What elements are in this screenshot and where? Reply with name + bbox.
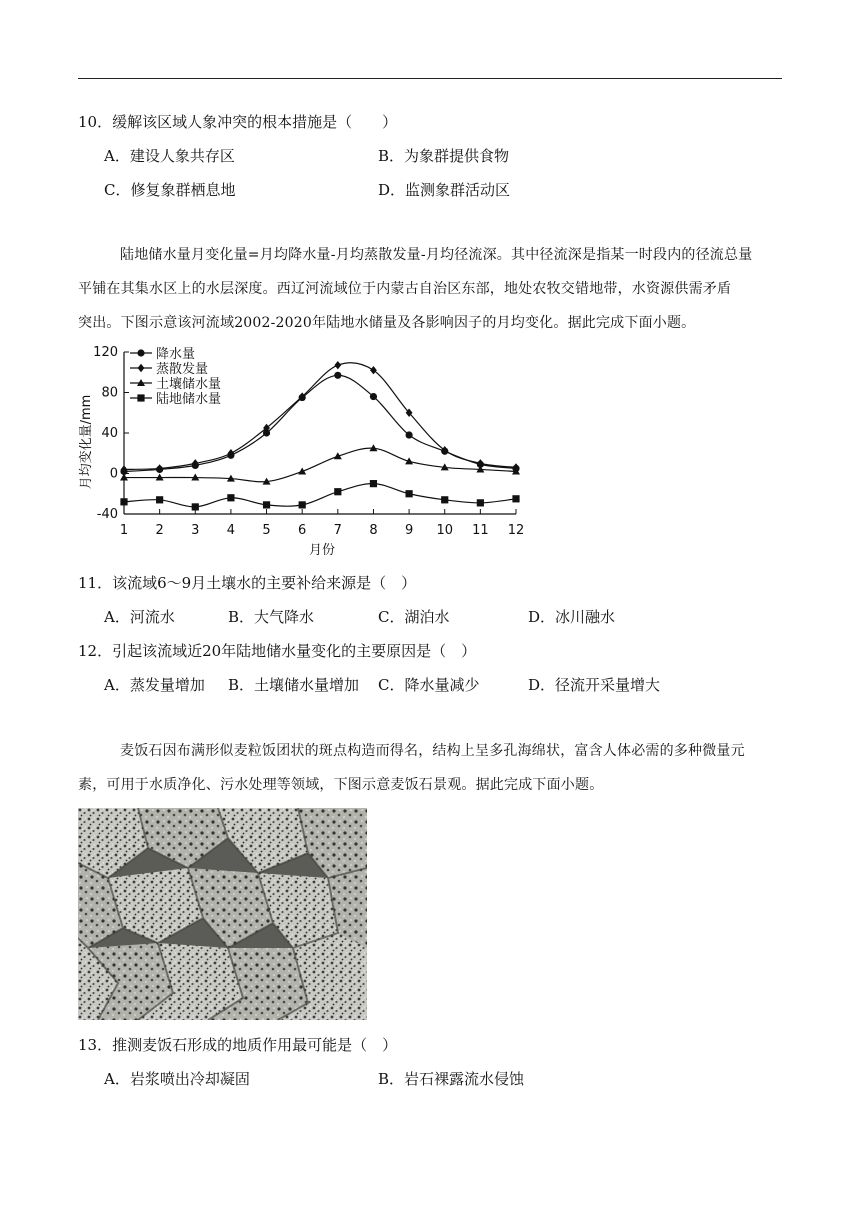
question-13-option-b[interactable]: B．岩石裸露流水侵蚀	[378, 1070, 525, 1088]
header-rule	[78, 78, 782, 79]
data-point	[477, 499, 484, 506]
data-point	[192, 503, 199, 510]
passage-line: 麦饭石因布满形似麦粒饭团状的斑点构造而得名，结构上呈多孔海绵状，富含人体必需的多种微量元	[120, 743, 745, 759]
question-10-option-b[interactable]: B．为象群提供食物	[378, 147, 510, 165]
question-10-option-c[interactable]: C．修复象群栖息地	[104, 181, 236, 199]
y-tick-label: 40	[101, 426, 118, 441]
passage-line: 陆地储水量月变化量=月均降水量-月均蒸散发量-月均径流深。其中径流深是指某一时段内的径流总量	[120, 247, 753, 263]
question-11-option-d[interactable]: D．冰川融水	[528, 608, 616, 626]
series-3	[120, 444, 520, 484]
legend-label: 陆地储水量	[156, 392, 222, 407]
data-point	[405, 431, 412, 438]
question-10-option-a[interactable]: A．建设人象共存区	[104, 147, 235, 165]
question-11-stem: 11．该流域6～9月土壤水的主要补给来源是（ ）	[78, 574, 417, 592]
x-tick-label: 9	[404, 523, 414, 538]
x-tick-label: 4	[226, 523, 236, 538]
legend-label: 降水量	[156, 347, 196, 362]
data-point	[441, 496, 448, 503]
legend-marker	[137, 394, 144, 401]
y-tick-label: -40	[96, 507, 118, 522]
series-4	[120, 480, 519, 510]
x-tick-label: 8	[369, 523, 378, 538]
x-tick-label: 6	[298, 523, 307, 538]
question-12-option-b[interactable]: B．土壤储水量增加	[228, 676, 360, 694]
legend-label: 土壤储水量	[156, 377, 222, 392]
data-point	[370, 366, 377, 374]
question-11-option-c[interactable]: C．湖泊水	[378, 608, 450, 626]
question-12-option-a[interactable]: A．蒸发量增加	[104, 676, 205, 694]
data-point	[334, 372, 341, 379]
x-tick-label: 5	[262, 523, 271, 538]
passage-maifan-stone	[78, 734, 782, 802]
legend-marker	[137, 349, 144, 356]
data-point	[227, 494, 234, 501]
x-tick-label: 3	[191, 523, 200, 538]
question-11-option-a[interactable]: A．河流水	[104, 608, 175, 626]
passage-line: 素，可用于水质净化、污水处理等领域，下图示意麦饭石景观。据此完成下面小题。	[78, 777, 604, 793]
question-11-option-b[interactable]: B．大气降水	[228, 608, 315, 626]
question-10-stem: 10．缓解该区域人象冲突的根本措施是（ ）	[78, 113, 398, 131]
x-axis-label: 月份	[308, 543, 336, 558]
y-tick-label: 120	[93, 345, 118, 360]
legend-marker	[138, 364, 145, 372]
passage-line: 突出。下图示意该河流域2002-2020年陆地水储量及各影响因子的月均变化。据此完成下面小题。	[78, 315, 696, 331]
x-tick-label: 10	[436, 523, 454, 538]
data-point	[334, 361, 341, 369]
legend-label: 蒸散发量	[156, 362, 209, 377]
question-12-option-d[interactable]: D．径流开采量增大	[528, 676, 661, 694]
question-12-option-c[interactable]: C．降水量减少	[378, 676, 480, 694]
data-point	[120, 498, 127, 505]
data-point	[405, 490, 412, 497]
data-point	[334, 488, 341, 495]
question-13-option-a[interactable]: A．岩浆喷出冷却凝固	[104, 1070, 250, 1088]
question-10-option-d[interactable]: D．监测象群活动区	[378, 181, 511, 199]
data-point	[370, 393, 377, 400]
y-tick-label: 0	[109, 466, 118, 482]
x-tick-label: 7	[333, 523, 342, 538]
x-tick-label: 1	[119, 523, 129, 538]
x-tick-label: 12	[507, 523, 525, 538]
water-storage-chart	[70, 340, 540, 562]
passage-water-storage	[78, 238, 782, 340]
series-line	[124, 484, 516, 507]
series-line	[124, 448, 516, 482]
data-point	[299, 501, 306, 508]
x-tick-label: 11	[472, 523, 489, 538]
data-point	[512, 495, 519, 502]
y-axis-label: 月均变化量/mm	[79, 394, 94, 490]
y-tick-label: 80	[101, 385, 118, 401]
data-point	[370, 480, 377, 487]
data-point	[263, 501, 270, 508]
x-tick-label: 2	[155, 523, 164, 538]
question-12-stem: 12．引起该流域近20年陆地储水量变化的主要原因是（ ）	[78, 642, 477, 660]
question-13-stem: 13．推测麦饭石形成的地质作用最可能是（ ）	[78, 1036, 398, 1054]
data-point	[156, 496, 163, 503]
passage-line: 平铺在其集水区上的水层深度。西辽河流域位于内蒙古自治区东部，地处农牧交错地带，水资源供需矛盾	[78, 281, 732, 297]
maifan-stone-photo	[78, 808, 367, 1020]
